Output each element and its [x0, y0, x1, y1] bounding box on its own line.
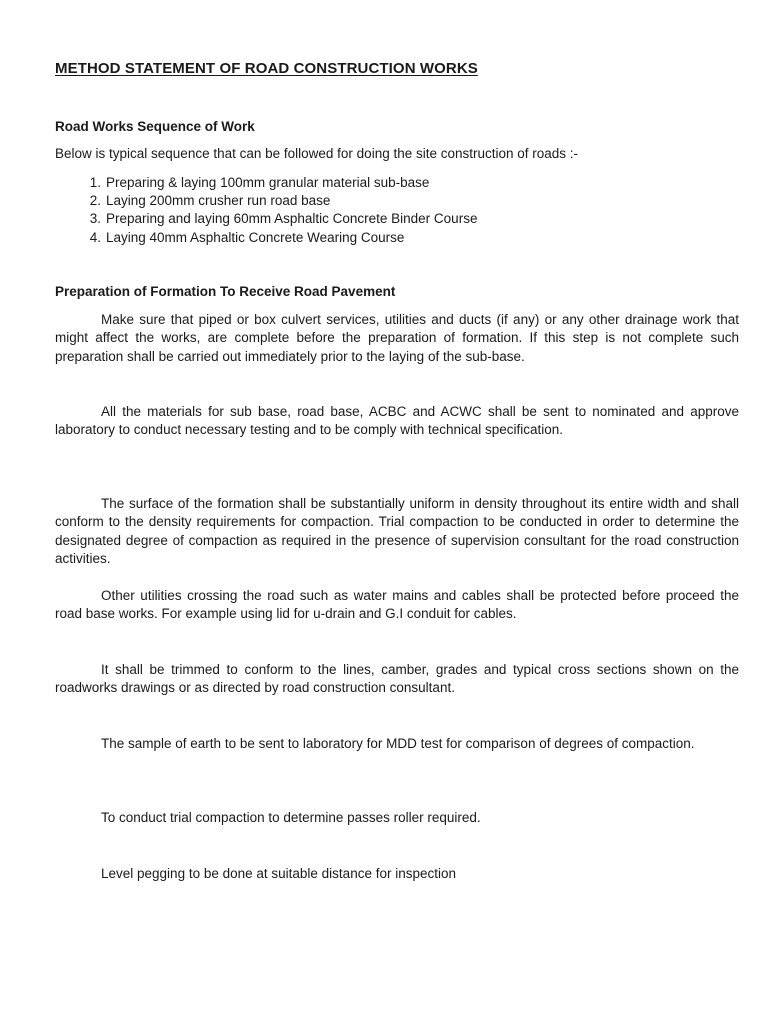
list-item — [55, 192, 477, 210]
list-item-number: 3. — [89, 211, 101, 227]
list-item-number: 1. — [89, 175, 101, 190]
paragraph-pegging: Level pegging to be done at suitable distance for inspection — [101, 866, 457, 881]
list-item-number: 4. — [89, 229, 101, 245]
list-item-text: Laying 40mm Asphaltic Concrete Wearing Course — [106, 229, 405, 245]
paragraph-trimming: It shall be trimmed to conform to the lines, camber, grades and typical cross sections shown on the roadworks drawings or as directed by road construction consultant. — [55, 662, 739, 696]
list-item-text: Preparing and laying 60mm Asphaltic Concrete Binder Course — [106, 211, 478, 227]
list-item — [55, 210, 477, 228]
section-heading-sequence: Road Works Sequence of Work — [55, 119, 255, 134]
sequence-list — [55, 174, 477, 247]
paragraph-utilities: Other utilities crossing the road such as water mains and cables shall be protected before proceed the road base works. For example using lid for u-drain and G.I conduit for cables. — [55, 588, 739, 622]
list-item — [55, 174, 477, 192]
document-title: METHOD STATEMENT OF ROAD CONSTRUCTION WORKS — [55, 60, 478, 77]
paragraph-materials: All the materials for sub base, road base, ACBC and ACWC shall be sent to nominated and approve laboratory to conduct necessary testing and to be comply with technical specification. — [55, 404, 739, 438]
list-item-text: Laying 200mm crusher run road base — [106, 193, 331, 209]
paragraph-trial: To conduct trial compaction to determine passes roller required. — [101, 810, 481, 825]
list-item-number: 2. — [89, 193, 101, 209]
paragraph-surface: The surface of the formation shall be substantially uniform in density throughout its entire width and shall conform to the density requirements for compaction. Trial compaction to be conducted in order to determine the designated degree of compaction as required in the presence of supervision consultant for the road construction activities. — [55, 496, 739, 566]
sequence-intro: Below is typical sequence that can be followed for doing the site construction of roads :- — [55, 146, 579, 161]
paragraph-sample: The sample of earth to be sent to laboratory for MDD test for comparison of degrees of compaction. — [101, 736, 695, 751]
section-heading-formation: Preparation of Formation To Receive Road Pavement — [55, 284, 396, 299]
paragraph-drainage: Make sure that piped or box culvert services, utilities and ducts (if any) or any other drainage work that might affect the works, are complete before the preparation of formation. If this step is not complete such preparation shall be carried out immediately prior to the laying of the sub-base. — [55, 312, 739, 364]
list-item-text: Preparing & laying 100mm granular material sub-base — [106, 175, 430, 190]
list-item — [55, 229, 477, 247]
